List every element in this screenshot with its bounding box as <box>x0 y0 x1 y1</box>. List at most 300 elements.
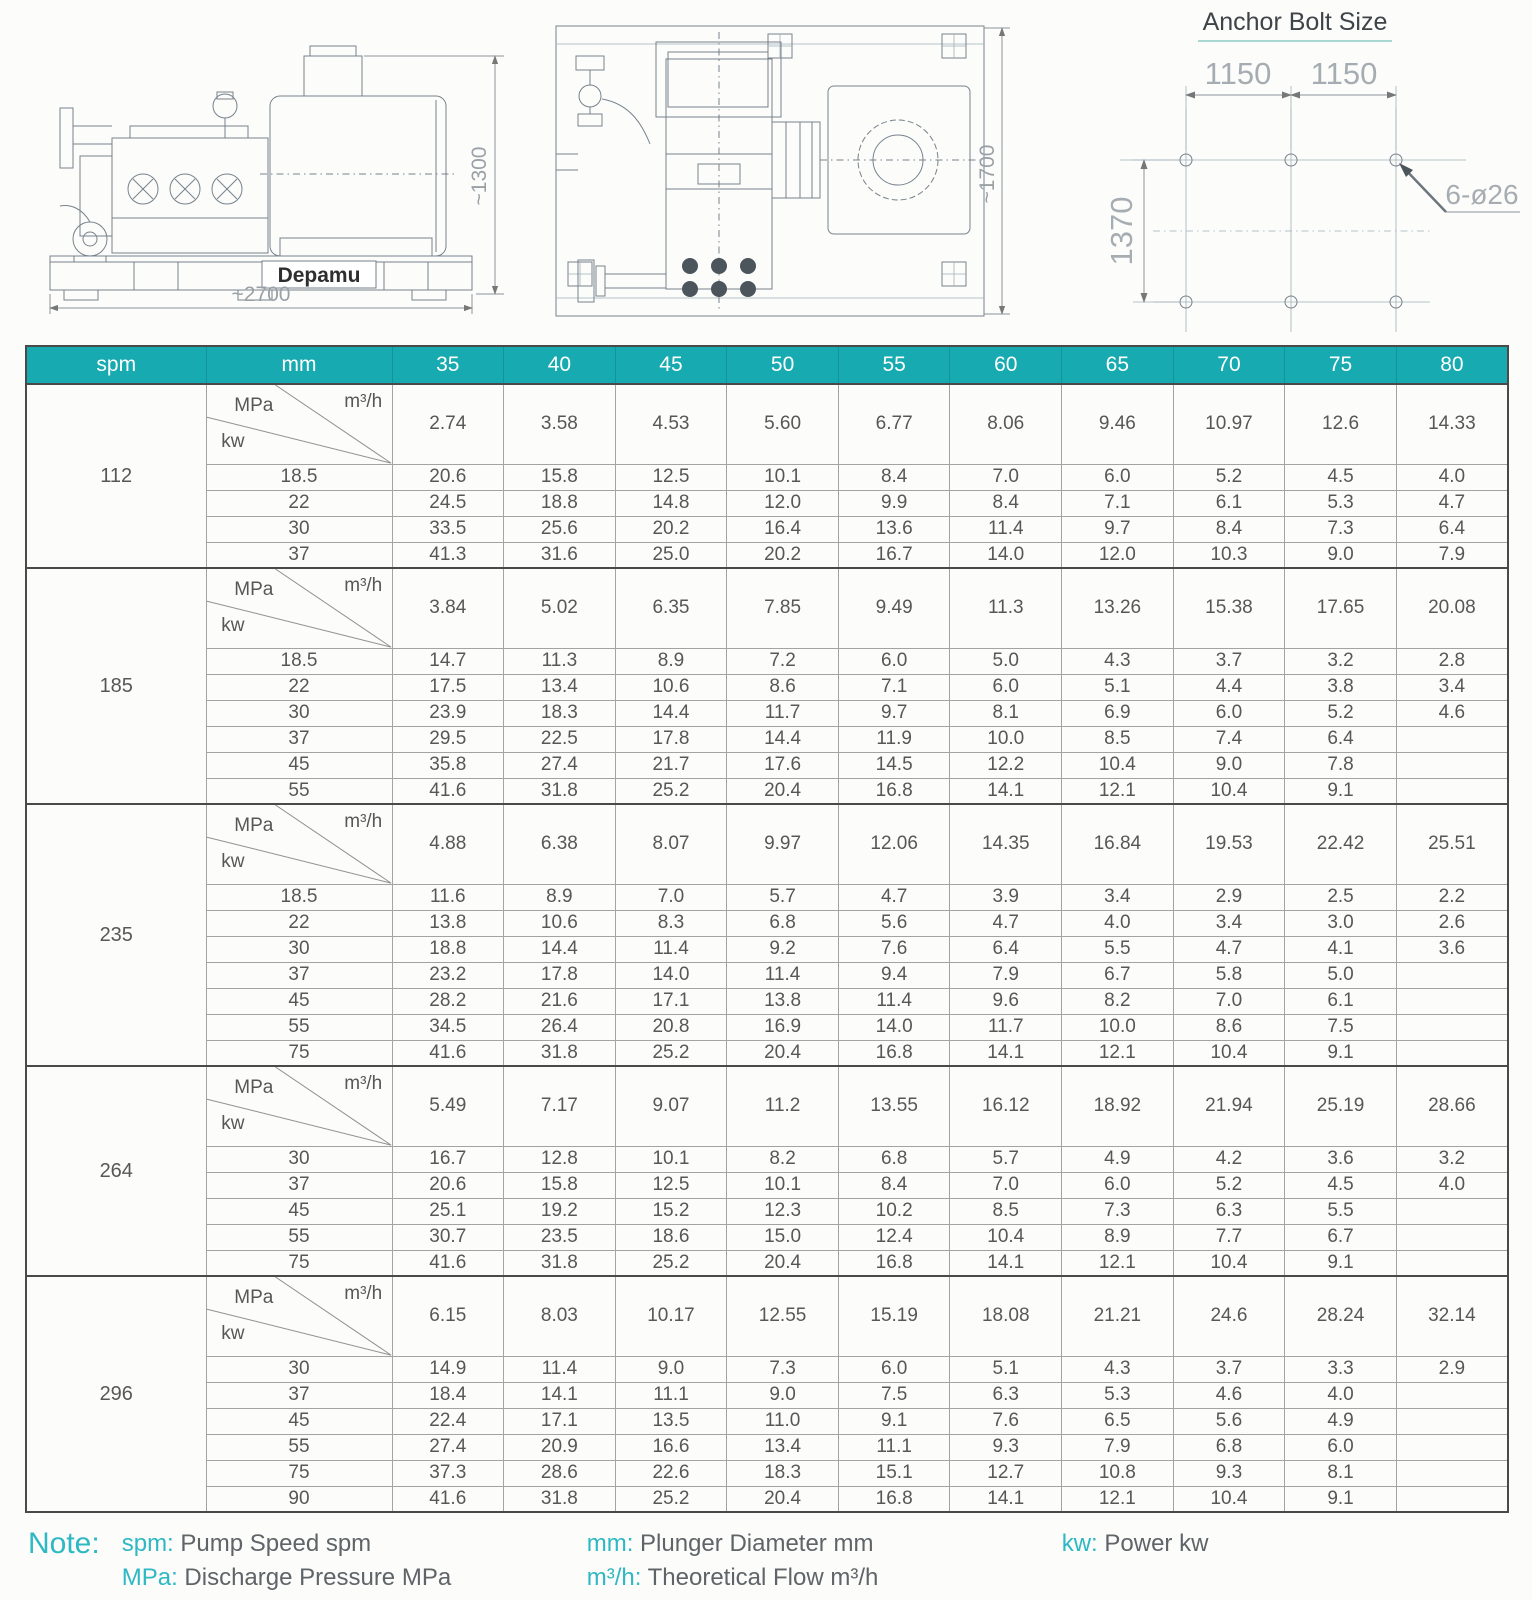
pressure-value-cell: 10.4 <box>1173 778 1285 804</box>
corner-power-label: kw <box>221 430 245 452</box>
power-row <box>26 752 1508 778</box>
pressure-value-cell: 4.7 <box>1396 490 1508 516</box>
pressure-value-cell: 10.1 <box>615 1146 727 1172</box>
pressure-value-cell: 6.4 <box>1285 726 1397 752</box>
pressure-value-cell: 14.4 <box>727 726 839 752</box>
pressure-value-cell: 5.1 <box>950 1356 1062 1382</box>
col-header-40: 40 <box>504 346 616 384</box>
pressure-value-cell: 16.7 <box>392 1146 504 1172</box>
pressure-value-cell: 17.5 <box>392 674 504 700</box>
side-view-width-dim: ~2700 <box>231 283 291 306</box>
kw-value-cell: 30 <box>206 516 392 542</box>
pressure-value-cell: 10.2 <box>838 1198 950 1224</box>
pressure-value-cell: 16.4 <box>727 516 839 542</box>
pressure-value-cell: 5.0 <box>1285 962 1397 988</box>
flow-value-cell: 7.85 <box>727 568 839 648</box>
col-header-60: 60 <box>950 346 1062 384</box>
section-spm-264 <box>26 1066 1508 1276</box>
pressure-value-cell: 29.5 <box>392 726 504 752</box>
flow-value-cell: 9.07 <box>615 1066 727 1146</box>
pressure-value-cell: 10.6 <box>615 674 727 700</box>
anchor-dim-right: 1150 <box>1310 56 1378 91</box>
kw-value-cell: 30 <box>206 1146 392 1172</box>
pressure-value-cell: 12.1 <box>1062 1486 1174 1512</box>
pressure-value-cell: 13.8 <box>727 988 839 1014</box>
kw-value-cell: 55 <box>206 778 392 804</box>
pressure-value-cell: 5.8 <box>1173 962 1285 988</box>
flow-value-cell: 19.53 <box>1173 804 1285 884</box>
pressure-value-cell: 6.8 <box>727 910 839 936</box>
pressure-value-cell: 4.9 <box>1062 1146 1174 1172</box>
pressure-value-cell: 17.1 <box>615 988 727 1014</box>
pressure-value-cell: 27.4 <box>504 752 616 778</box>
pressure-value-cell: 15.8 <box>504 1172 616 1198</box>
flow-value-cell: 11.3 <box>950 568 1062 648</box>
pressure-value-cell: 2.9 <box>1173 884 1285 910</box>
pressure-value-cell: 9.3 <box>950 1434 1062 1460</box>
pressure-value-cell: 4.5 <box>1285 464 1397 490</box>
pressure-value-cell: 21.7 <box>615 752 727 778</box>
pressure-value-cell: 7.0 <box>950 464 1062 490</box>
power-row <box>26 1434 1508 1460</box>
pressure-value-cell: 5.5 <box>1285 1198 1397 1224</box>
kw-value-cell: 18.5 <box>206 464 392 490</box>
pressure-value-cell: 8.6 <box>727 674 839 700</box>
col-header-50: 50 <box>727 346 839 384</box>
pressure-value-cell: 6.0 <box>838 1356 950 1382</box>
kw-value-cell: 18.5 <box>206 648 392 674</box>
pressure-value-cell: 2.2 <box>1396 884 1508 910</box>
pressure-value-cell: 20.9 <box>504 1434 616 1460</box>
power-row <box>26 884 1508 910</box>
pump-side-view-drawing <box>12 8 517 338</box>
pressure-value-cell: 4.5 <box>1285 1172 1397 1198</box>
power-row <box>26 936 1508 962</box>
pressure-value-cell: 27.4 <box>392 1434 504 1460</box>
flow-row <box>26 804 1508 884</box>
pressure-value-cell: 8.5 <box>950 1198 1062 1224</box>
pressure-value-cell: 20.6 <box>392 1172 504 1198</box>
pressure-value-cell: 11.7 <box>727 700 839 726</box>
flow-value-cell: 9.97 <box>727 804 839 884</box>
pressure-value-cell: 5.3 <box>1285 490 1397 516</box>
pressure-value-cell: 12.8 <box>504 1146 616 1172</box>
power-row <box>26 910 1508 936</box>
pressure-value-cell: 31.8 <box>504 1486 616 1512</box>
flow-row <box>26 568 1508 648</box>
pressure-value-cell: 25.2 <box>615 1486 727 1512</box>
power-row <box>26 1382 1508 1408</box>
power-row <box>26 962 1508 988</box>
pressure-value-cell: 7.0 <box>1173 988 1285 1014</box>
pressure-value-cell: 30.7 <box>392 1224 504 1250</box>
flow-value-cell: 13.26 <box>1062 568 1174 648</box>
flow-row <box>26 384 1508 464</box>
kw-value-cell: 37 <box>206 962 392 988</box>
flow-value-cell: 3.58 <box>504 384 616 464</box>
pressure-value-cell: 11.6 <box>392 884 504 910</box>
power-row <box>26 726 1508 752</box>
kw-value-cell: 75 <box>206 1460 392 1486</box>
flow-value-cell: 8.06 <box>950 384 1062 464</box>
legend-term: m³/h: <box>586 1564 642 1591</box>
pressure-value-cell: 8.6 <box>1173 1014 1285 1040</box>
flow-value-cell: 8.07 <box>615 804 727 884</box>
pressure-value-cell: 11.1 <box>838 1434 950 1460</box>
pressure-value-cell: 16.6 <box>615 1434 727 1460</box>
pressure-value-cell: 9.0 <box>615 1356 727 1382</box>
pressure-value-cell: 19.2 <box>504 1198 616 1224</box>
pressure-value-cell: 4.0 <box>1285 1382 1397 1408</box>
pressure-value-cell: 9.0 <box>1285 542 1397 568</box>
flow-value-cell: 21.94 <box>1173 1066 1285 1146</box>
pressure-value-cell: 11.4 <box>950 516 1062 542</box>
pressure-value-cell: 7.8 <box>1285 752 1397 778</box>
pressure-value-cell: 25.1 <box>392 1198 504 1224</box>
power-row <box>26 700 1508 726</box>
flow-row <box>26 1276 1508 1356</box>
pressure-value-cell: 14.9 <box>392 1356 504 1382</box>
pressure-value-cell: 9.0 <box>727 1382 839 1408</box>
pressure-value-cell: 7.5 <box>1285 1014 1397 1040</box>
pressure-value-cell: 15.2 <box>615 1198 727 1224</box>
pressure-value-cell: 5.7 <box>950 1146 1062 1172</box>
pressure-value-cell: 10.4 <box>1173 1040 1285 1066</box>
anchor-bolt-svg <box>1058 0 1532 345</box>
section-spm-296 <box>26 1276 1508 1512</box>
flow-value-cell: 5.49 <box>392 1066 504 1146</box>
pressure-value-cell: 5.6 <box>838 910 950 936</box>
power-row <box>26 648 1508 674</box>
diagonal-header-cell <box>206 568 392 648</box>
flow-value-cell: 14.35 <box>950 804 1062 884</box>
pressure-value-cell: 9.7 <box>1062 516 1174 542</box>
kw-value-cell: 75 <box>206 1040 392 1066</box>
flow-value-cell: 3.84 <box>392 568 504 648</box>
anchor-dim-left: 1150 <box>1204 56 1272 91</box>
pressure-value-cell: 7.9 <box>1396 542 1508 568</box>
pressure-value-cell: 4.7 <box>1173 936 1285 962</box>
col-header-45: 45 <box>615 346 727 384</box>
pressure-value-cell <box>1396 962 1508 988</box>
pressure-value-cell <box>1396 1014 1508 1040</box>
pressure-value-cell: 2.8 <box>1396 648 1508 674</box>
pressure-value-cell <box>1396 1382 1508 1408</box>
legend-term: kw: <box>1061 1530 1098 1557</box>
pressure-value-cell: 8.3 <box>615 910 727 936</box>
pressure-value-cell: 16.8 <box>838 1040 950 1066</box>
power-row <box>26 1040 1508 1066</box>
power-row <box>26 1198 1508 1224</box>
pressure-value-cell: 41.3 <box>392 542 504 568</box>
pressure-value-cell: 13.4 <box>727 1434 839 1460</box>
flow-value-cell: 28.24 <box>1285 1276 1397 1356</box>
col-header-spm: spm <box>26 346 206 384</box>
pressure-value-cell: 16.7 <box>838 542 950 568</box>
pressure-value-cell: 6.7 <box>1285 1224 1397 1250</box>
kw-value-cell: 55 <box>206 1014 392 1040</box>
flow-value-cell: 11.2 <box>727 1066 839 1146</box>
pressure-value-cell: 13.6 <box>838 516 950 542</box>
spm-value-cell: 112 <box>26 384 206 568</box>
pressure-value-cell: 20.2 <box>615 516 727 542</box>
kw-value-cell: 37 <box>206 1172 392 1198</box>
flow-value-cell: 25.51 <box>1396 804 1508 884</box>
flow-value-cell: 4.88 <box>392 804 504 884</box>
pressure-value-cell: 4.3 <box>1062 1356 1174 1382</box>
pressure-value-cell: 5.1 <box>1062 674 1174 700</box>
spm-value-cell: 264 <box>26 1066 206 1276</box>
pressure-value-cell: 6.0 <box>1173 700 1285 726</box>
pressure-value-cell: 9.1 <box>838 1408 950 1434</box>
pressure-value-cell: 4.1 <box>1285 936 1397 962</box>
kw-value-cell: 55 <box>206 1434 392 1460</box>
pressure-value-cell: 6.8 <box>1173 1434 1285 1460</box>
pressure-value-cell: 18.8 <box>392 936 504 962</box>
col-header-55: 55 <box>838 346 950 384</box>
pressure-value-cell: 11.4 <box>838 988 950 1014</box>
brand-label: Depamu <box>277 264 361 287</box>
legend-term: MPa: <box>121 1564 178 1591</box>
pressure-value-cell: 11.9 <box>838 726 950 752</box>
legend-def: Theoretical Flow m³/h <box>647 1564 879 1591</box>
pump-top-view-drawing <box>538 4 1023 338</box>
pressure-value-cell: 7.3 <box>1285 516 1397 542</box>
col-header-80: 80 <box>1396 346 1508 384</box>
pressure-value-cell: 17.8 <box>615 726 727 752</box>
pressure-value-cell: 7.1 <box>1062 490 1174 516</box>
power-row <box>26 542 1508 568</box>
pressure-value-cell: 10.4 <box>1062 752 1174 778</box>
pressure-value-cell: 8.4 <box>950 490 1062 516</box>
pressure-value-cell: 22.4 <box>392 1408 504 1434</box>
pressure-value-cell <box>1396 1224 1508 1250</box>
pressure-value-cell: 9.1 <box>1285 778 1397 804</box>
anchor-bolt-spec-label: 6-ø26 <box>1445 179 1519 210</box>
col-header-35: 35 <box>392 346 504 384</box>
pressure-value-cell: 9.0 <box>1173 752 1285 778</box>
pressure-value-cell: 14.0 <box>615 962 727 988</box>
pressure-value-cell: 5.5 <box>1062 936 1174 962</box>
power-row <box>26 1172 1508 1198</box>
flow-value-cell: 6.38 <box>504 804 616 884</box>
power-row <box>26 1408 1508 1434</box>
kw-value-cell: 37 <box>206 542 392 568</box>
pressure-value-cell: 20.4 <box>727 1250 839 1276</box>
diagonal-header-cell <box>206 1276 392 1356</box>
anchor-dim-vertical: 1370 <box>1104 196 1139 266</box>
legend-def: Pump Speed spm <box>180 1530 372 1557</box>
pressure-value-cell: 25.2 <box>615 1040 727 1066</box>
pressure-value-cell: 31.8 <box>504 1040 616 1066</box>
pressure-value-cell: 4.0 <box>1396 464 1508 490</box>
spm-value-cell: 296 <box>26 1276 206 1512</box>
pressure-value-cell: 16.9 <box>727 1014 839 1040</box>
legend-def: Power kw <box>1104 1530 1209 1557</box>
pressure-value-cell: 4.6 <box>1396 700 1508 726</box>
pressure-value-cell: 13.8 <box>392 910 504 936</box>
pressure-value-cell: 8.4 <box>838 464 950 490</box>
pump-side-view-svg <box>12 8 517 338</box>
pressure-value-cell: 14.0 <box>950 542 1062 568</box>
pressure-value-cell: 18.3 <box>727 1460 839 1486</box>
kw-value-cell: 30 <box>206 1356 392 1382</box>
pressure-value-cell: 9.1 <box>1285 1486 1397 1512</box>
kw-value-cell: 30 <box>206 700 392 726</box>
pressure-value-cell: 14.4 <box>615 700 727 726</box>
pressure-value-cell: 14.7 <box>392 648 504 674</box>
pressure-value-cell: 18.8 <box>504 490 616 516</box>
flow-value-cell: 2.74 <box>392 384 504 464</box>
corner-flow-label: m³/h <box>344 391 383 413</box>
pressure-value-cell: 25.0 <box>615 542 727 568</box>
pressure-value-cell: 31.8 <box>504 778 616 804</box>
pressure-value-cell: 6.5 <box>1062 1408 1174 1434</box>
pressure-value-cell: 2.6 <box>1396 910 1508 936</box>
flow-value-cell: 25.19 <box>1285 1066 1397 1146</box>
pressure-value-cell: 9.9 <box>838 490 950 516</box>
corner-power-label: kw <box>221 1322 245 1344</box>
pressure-value-cell: 23.5 <box>504 1224 616 1250</box>
pressure-value-cell: 25.6 <box>504 516 616 542</box>
pressure-value-cell: 3.0 <box>1285 910 1397 936</box>
flow-value-cell: 9.49 <box>838 568 950 648</box>
pressure-value-cell: 6.0 <box>1062 464 1174 490</box>
pressure-value-cell: 23.9 <box>392 700 504 726</box>
pressure-value-cell: 17.1 <box>504 1408 616 1434</box>
pressure-value-cell: 13.4 <box>504 674 616 700</box>
pressure-value-cell: 16.8 <box>838 1250 950 1276</box>
flow-value-cell: 6.77 <box>838 384 950 464</box>
pressure-value-cell: 12.7 <box>950 1460 1062 1486</box>
pressure-value-cell: 6.7 <box>1062 962 1174 988</box>
pressure-value-cell: 20.8 <box>615 1014 727 1040</box>
pressure-value-cell: 31.6 <box>504 542 616 568</box>
pressure-value-cell: 5.0 <box>950 648 1062 674</box>
pressure-value-cell: 26.4 <box>504 1014 616 1040</box>
pressure-value-cell: 5.2 <box>1173 1172 1285 1198</box>
pressure-value-cell: 4.9 <box>1285 1408 1397 1434</box>
flow-value-cell: 21.21 <box>1062 1276 1174 1356</box>
pressure-value-cell: 8.9 <box>615 648 727 674</box>
section-spm-185 <box>26 568 1508 804</box>
flow-value-cell: 10.17 <box>615 1276 727 1356</box>
pressure-value-cell: 2.9 <box>1396 1356 1508 1382</box>
pressure-value-cell: 2.5 <box>1285 884 1397 910</box>
pressure-value-cell: 20.6 <box>392 464 504 490</box>
flow-value-cell: 16.84 <box>1062 804 1174 884</box>
pressure-value-cell: 8.4 <box>838 1172 950 1198</box>
pressure-value-cell: 3.4 <box>1396 674 1508 700</box>
pressure-value-cell: 37.3 <box>392 1460 504 1486</box>
pressure-value-cell: 12.1 <box>1062 1250 1174 1276</box>
pump-table <box>25 345 1509 1513</box>
pressure-value-cell: 10.4 <box>1173 1250 1285 1276</box>
pressure-value-cell: 10.6 <box>504 910 616 936</box>
pressure-value-cell: 7.7 <box>1173 1224 1285 1250</box>
pressure-value-cell: 7.4 <box>1173 726 1285 752</box>
flow-value-cell: 10.97 <box>1173 384 1285 464</box>
pressure-value-cell: 6.0 <box>1285 1434 1397 1460</box>
pressure-value-cell: 6.0 <box>1062 1172 1174 1198</box>
pressure-value-cell <box>1396 726 1508 752</box>
diagonal-header-cell <box>206 384 392 464</box>
power-row <box>26 1486 1508 1512</box>
pressure-value-cell: 11.0 <box>727 1408 839 1434</box>
pressure-value-cell: 5.2 <box>1285 700 1397 726</box>
pressure-value-cell: 7.2 <box>727 648 839 674</box>
pressure-value-cell: 3.2 <box>1285 648 1397 674</box>
pressure-value-cell: 11.4 <box>727 962 839 988</box>
legend-term: spm: <box>121 1530 174 1557</box>
pressure-value-cell: 11.1 <box>615 1382 727 1408</box>
pressure-value-cell: 11.3 <box>504 648 616 674</box>
pressure-value-cell: 6.1 <box>1285 988 1397 1014</box>
pressure-value-cell: 24.5 <box>392 490 504 516</box>
pressure-value-cell: 9.1 <box>1285 1250 1397 1276</box>
pressure-value-cell: 15.8 <box>504 464 616 490</box>
corner-flow-label: m³/h <box>344 575 383 597</box>
pressure-value-cell: 20.4 <box>727 1486 839 1512</box>
pressure-value-cell: 20.2 <box>727 542 839 568</box>
pressure-value-cell: 14.5 <box>838 752 950 778</box>
pressure-value-cell: 12.2 <box>950 752 1062 778</box>
flow-value-cell: 4.53 <box>615 384 727 464</box>
pressure-value-cell: 6.9 <box>1062 700 1174 726</box>
pressure-value-cell: 6.4 <box>1396 516 1508 542</box>
legend-def: Discharge Pressure MPa <box>184 1564 452 1591</box>
pressure-value-cell: 4.7 <box>838 884 950 910</box>
pressure-value-cell: 4.0 <box>1062 910 1174 936</box>
pressure-value-cell: 16.8 <box>838 778 950 804</box>
flow-value-cell: 12.06 <box>838 804 950 884</box>
pressure-value-cell: 17.8 <box>504 962 616 988</box>
pressure-value-cell <box>1396 988 1508 1014</box>
side-view-height-dim: ~1300 <box>468 146 491 206</box>
pressure-value-cell: 11.7 <box>950 1014 1062 1040</box>
pressure-value-cell: 3.8 <box>1285 674 1397 700</box>
legend-item-mpa <box>122 1564 577 1592</box>
pressure-value-cell: 20.4 <box>727 778 839 804</box>
pressure-value-cell: 8.1 <box>950 700 1062 726</box>
pressure-value-cell: 12.1 <box>1062 1040 1174 1066</box>
corner-pressure-label: MPa <box>234 394 274 416</box>
pressure-value-cell: 10.4 <box>950 1224 1062 1250</box>
pressure-value-cell: 15.0 <box>727 1224 839 1250</box>
flow-value-cell: 8.03 <box>504 1276 616 1356</box>
pressure-value-cell: 8.2 <box>1062 988 1174 1014</box>
kw-value-cell: 22 <box>206 674 392 700</box>
pressure-value-cell: 14.1 <box>950 1250 1062 1276</box>
flow-value-cell: 9.46 <box>1062 384 1174 464</box>
power-row <box>26 1460 1508 1486</box>
pressure-value-cell: 8.2 <box>727 1146 839 1172</box>
kw-value-cell: 22 <box>206 910 392 936</box>
pressure-value-cell: 28.2 <box>392 988 504 1014</box>
pressure-value-cell: 10.8 <box>1062 1460 1174 1486</box>
pressure-value-cell: 8.4 <box>1173 516 1285 542</box>
pressure-value-cell: 3.9 <box>950 884 1062 910</box>
power-row <box>26 516 1508 542</box>
pressure-value-cell: 12.5 <box>615 1172 727 1198</box>
section-spm-112 <box>26 384 1508 568</box>
flow-value-cell: 24.6 <box>1173 1276 1285 1356</box>
note-label: Note: <box>28 1527 100 1560</box>
pump-top-view-svg <box>538 4 1023 338</box>
flow-value-cell: 15.19 <box>838 1276 950 1356</box>
pressure-value-cell <box>1396 752 1508 778</box>
pressure-value-cell: 13.5 <box>615 1408 727 1434</box>
